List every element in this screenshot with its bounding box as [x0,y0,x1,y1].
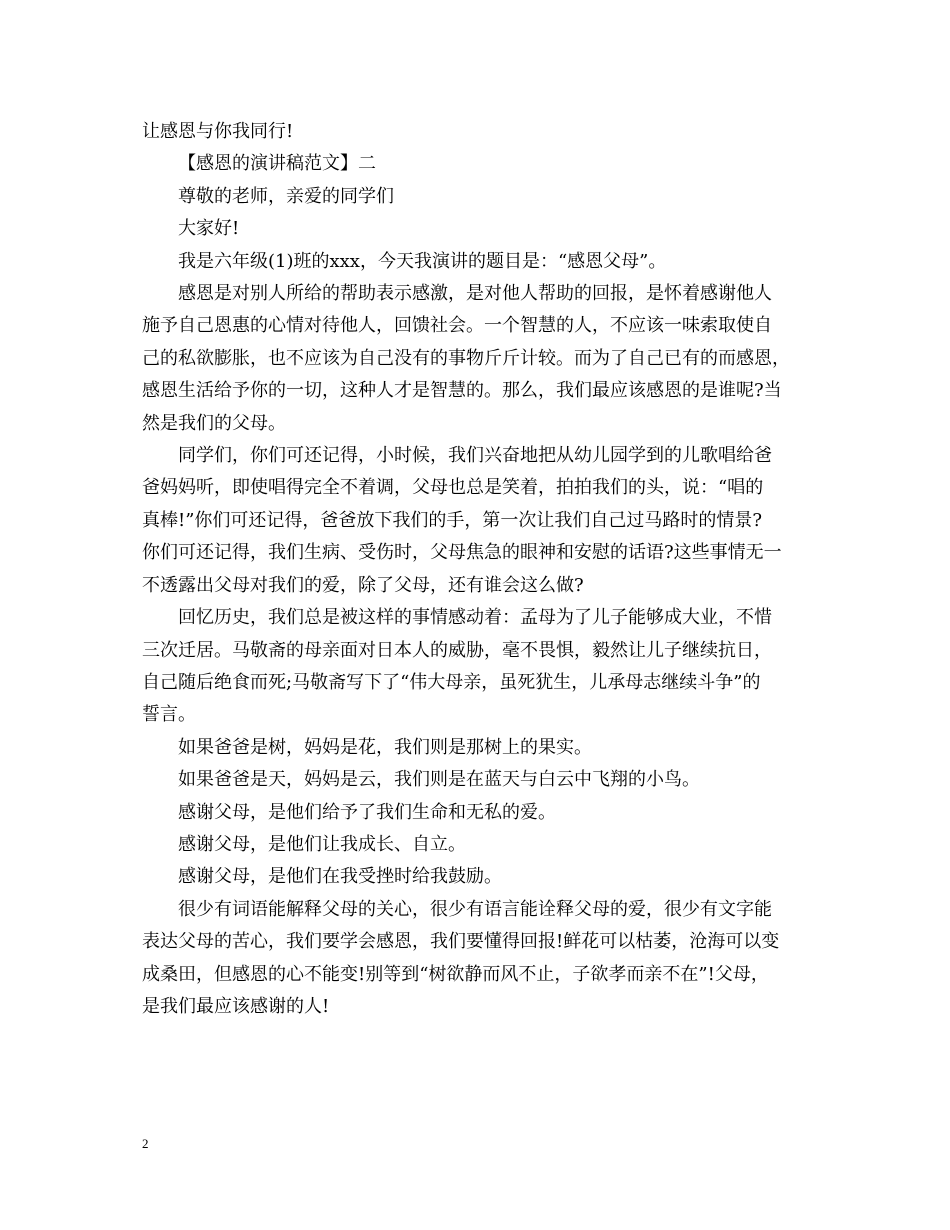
section-heading: 【感恩的演讲稿范文】二 [178,153,376,175]
text-line: 真棒!”你们可还记得，爸爸放下我们的手，第一次让我们自己过马路时的情景? [142,509,763,531]
text-line: 成桑田，但感恩的心不能变!别等到“树欲静而风不止，子欲孝而亲不在”!父母， [142,963,769,985]
text-line: 誓言。 [142,704,196,726]
text-line: 同学们，你们可还记得，小时候，我们兴奋地把从幼儿园学到的儿歌唱给爸 [178,445,772,467]
text-line: 如果爸爸是树，妈妈是花，我们则是那树上的果实。 [178,736,592,758]
salutation: 尊敬的老师，亲爱的同学们 [178,185,394,207]
text-line: 己的私欲膨胀，也不应该为自己没有的事物斤斤计较。而为了自己已有的而感恩， [142,347,790,369]
text-line: 感谢父母，是他们让我成长、自立。 [178,833,466,855]
text-line: 三次迁居。马敬斋的母亲面对日本人的威胁，毫不畏惧，毅然让儿子继续抗日， [142,639,772,661]
text-line: 表达父母的苦心，我们要学会感恩，我们要懂得回报!鲜花可以枯萎，沧海可以变 [142,931,780,953]
text-line: 让感恩与你我同行! [142,121,294,142]
text-line: 爸妈妈听，即使唱得完全不着调，父母也总是笑着，拍拍我们的头，说：“唱的 [142,477,764,499]
text-line: 感谢父母，是他们在我受挫时给我鼓励。 [178,866,502,888]
text-line: 感恩是对别人所给的帮助表示感激，是对他人帮助的回报，是怀着感谢他人 [178,283,772,305]
text-line: 自己随后绝食而死;马敬斋写下了“伟大母亲，虽死犹生，儿承母志继续斗争”的 [142,671,761,693]
text-line: 感恩生活给予你的一切，这种人才是智慧的。那么，我们最应该感恩的是谁呢?当 [142,380,782,402]
text-line: 不透露出父母对我们的爱，除了父母，还有谁会这么做? [142,574,584,596]
text-line: 施予自己恩惠的心情对待他人，回馈社会。一个智慧的人，不应该一味索取使自 [142,315,772,337]
greeting: 大家好! [178,218,240,240]
text-line: 然是我们的父母。 [142,412,286,434]
text-line: 如果爸爸是天，妈妈是云，我们则是在蓝天与白云中飞翔的小鸟。 [178,769,700,791]
text-line: 很少有词语能解释父母的关心，很少有语言能诠释父母的爱，很少有文字能 [178,898,772,920]
text-line: 我是六年级(1)班的xxx，今天我演讲的题目是：“感恩父母”。 [178,250,667,272]
page-number: 2 [142,1136,149,1151]
text-line: 回忆历史，我们总是被这样的事情感动着：孟母为了儿子能够成大业，不惜 [178,607,772,629]
document-body [142,116,824,1023]
text-line: 是我们最应该感谢的人! [142,995,330,1017]
text-line: 感谢父母，是他们给予了我们生命和无私的爱。 [178,801,556,823]
text-line: 你们可还记得，我们生病、受伤时，父母焦急的眼神和安慰的话语?这些事情无一 [142,542,782,564]
